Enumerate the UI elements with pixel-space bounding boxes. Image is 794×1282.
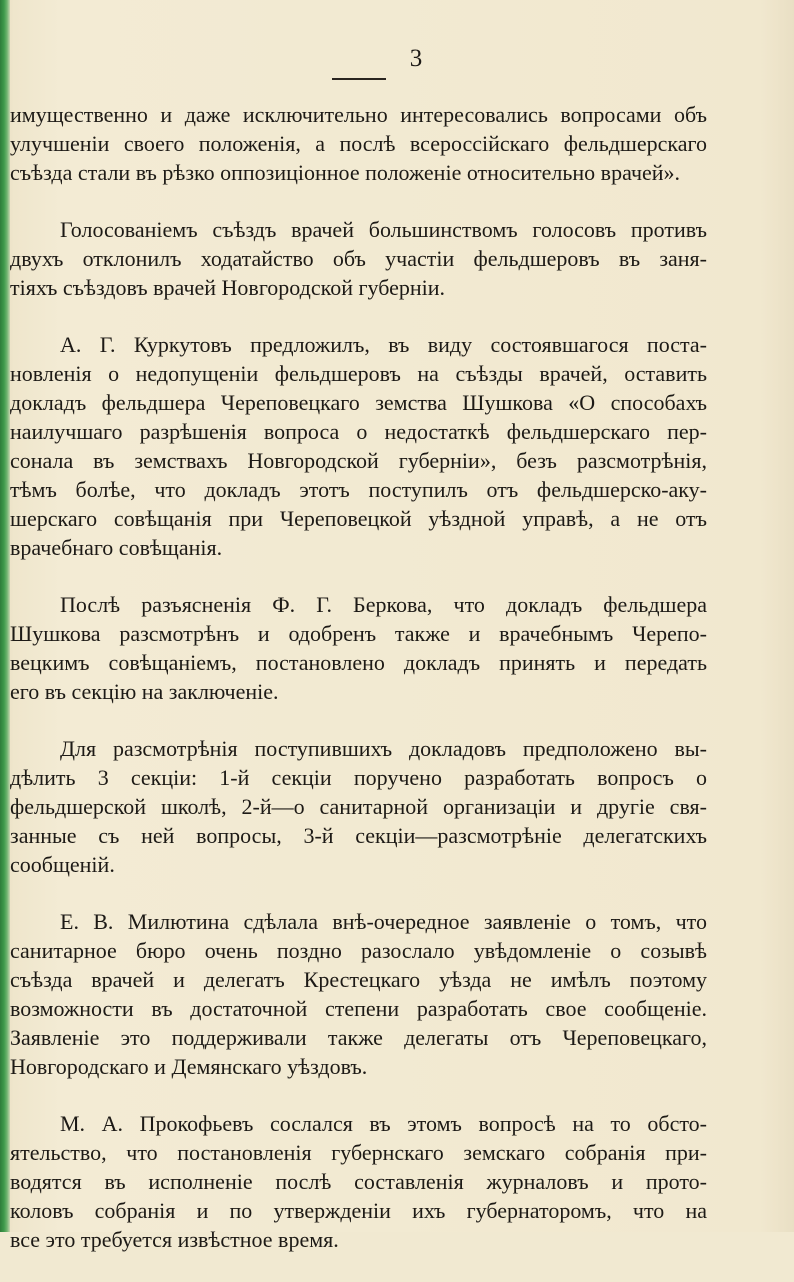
paragraph-2	[10, 215, 707, 302]
text-line: ятельство, что постановленія губернскаго земскаго собранія при-	[10, 1140, 707, 1165]
text-line: Е. В. Милютина сдѣлала внѣ-очередное заявленіе о томъ, что	[60, 909, 707, 934]
text-line: коловъ собранія и по утвержденіи ихъ губернаторомъ, что на	[10, 1198, 707, 1223]
text-line: А. Г. Куркутовъ предложилъ, въ виду состоявшагося поста-	[60, 332, 707, 357]
text-line: сообщеній.	[10, 852, 115, 877]
text-line: тѣмъ болѣе, что докладъ этотъ поступилъ отъ фельдшерско-аку-	[10, 477, 707, 502]
text-line: М. А. Прокофьевъ сослался въ этомъ вопросѣ на то обсто-	[60, 1111, 707, 1136]
text-line: докладъ фельдшера Череповецкаго земства Шушкова «О способахъ	[10, 390, 707, 415]
paragraph-1	[10, 100, 707, 187]
text-line: возможности въ достаточной степени разработать свое сообщеніе.	[10, 996, 707, 1021]
text-line: Послѣ разъясненія Ф. Г. Беркова, что докладъ фельдшера	[60, 592, 707, 617]
text-line: съѣзда стали въ рѣзко оппозиціонное положеніе относительно врачей».	[10, 160, 681, 185]
text-line: дѣлить 3 секціи: 1-й секціи поручено разработать вопросъ о	[10, 765, 707, 790]
text-line: его въ секцію на заключеніе.	[10, 679, 279, 704]
text-line: санитарное бюро очень поздно разослало увѣдомленіе о созывѣ	[10, 938, 707, 963]
text-line: водятся въ исполненіе послѣ составленія журналовъ и прото-	[10, 1169, 707, 1194]
text-line: Шушкова разсмотрѣнъ и одобренъ также и врачебнымъ Черепо-	[10, 621, 707, 646]
text-line: новленія о недопущеніи фельдшеровъ на съѣзды врачей, оставить	[10, 361, 707, 386]
text-line: вецкимъ совѣщаніемъ, постановлено докладъ принять и передать	[10, 650, 707, 675]
header-rule	[332, 78, 386, 80]
text-line: Заявленіе это поддерживали также делегаты отъ Череповецкаго,	[10, 1025, 707, 1050]
paragraph-6	[10, 907, 707, 1081]
text-line: двухъ отклонилъ ходатайство объ участіи фельдшеровъ въ заня-	[10, 246, 707, 271]
text-line: врачебнаго совѣщанія.	[10, 535, 223, 560]
text-line: съѣзда врачей и делегатъ Крестецкаго уѣзда не имѣлъ поэтому	[10, 967, 707, 992]
text-line: занные съ ней вопросы, 3-й секціи—разсмотрѣніе делегатскихъ	[10, 823, 707, 848]
text-line: тіяхъ съѣздовъ врачей Новгородской губерніи.	[10, 275, 446, 300]
text-line: шерскаго совѣщанія при Череповецкой уѣздной управѣ, а не отъ	[10, 506, 707, 531]
text-line: имущественно и даже исключительно интересовались вопросами объ	[10, 102, 707, 127]
page-number	[0, 44, 794, 74]
paragraph-4	[10, 590, 707, 706]
text-line: улучшеніи своего положенія, а послѣ всероссійскаго фельдшерскаго	[10, 131, 707, 156]
text-line: наилучшаго разрѣшенія вопроса о недостаткѣ фельдшерскаго пер-	[10, 419, 707, 444]
text-line: все это требуется извѣстное время.	[10, 1227, 339, 1252]
body-text	[10, 100, 707, 1282]
text-line: фельдшерской школѣ, 2-й—о санитарной организаціи и другіе свя-	[10, 794, 707, 819]
paragraph-3	[10, 330, 707, 562]
text-line: Для разсмотрѣнія поступившихъ докладовъ предположено вы-	[60, 736, 707, 761]
text-line: Новгородскаго и Демянскаго уѣздовъ.	[10, 1054, 368, 1079]
page-number-text: 3	[409, 45, 423, 72]
book-spine-edge	[0, 0, 10, 1232]
paragraph-5	[10, 734, 707, 879]
text-line: сонала въ земствахъ Новгородской губерніи», безъ разсмотрѣнія,	[10, 448, 707, 473]
paragraph-7	[10, 1109, 707, 1254]
text-line: Голосованіемъ съѣздъ врачей большинствомъ голосовъ противъ	[60, 217, 707, 242]
